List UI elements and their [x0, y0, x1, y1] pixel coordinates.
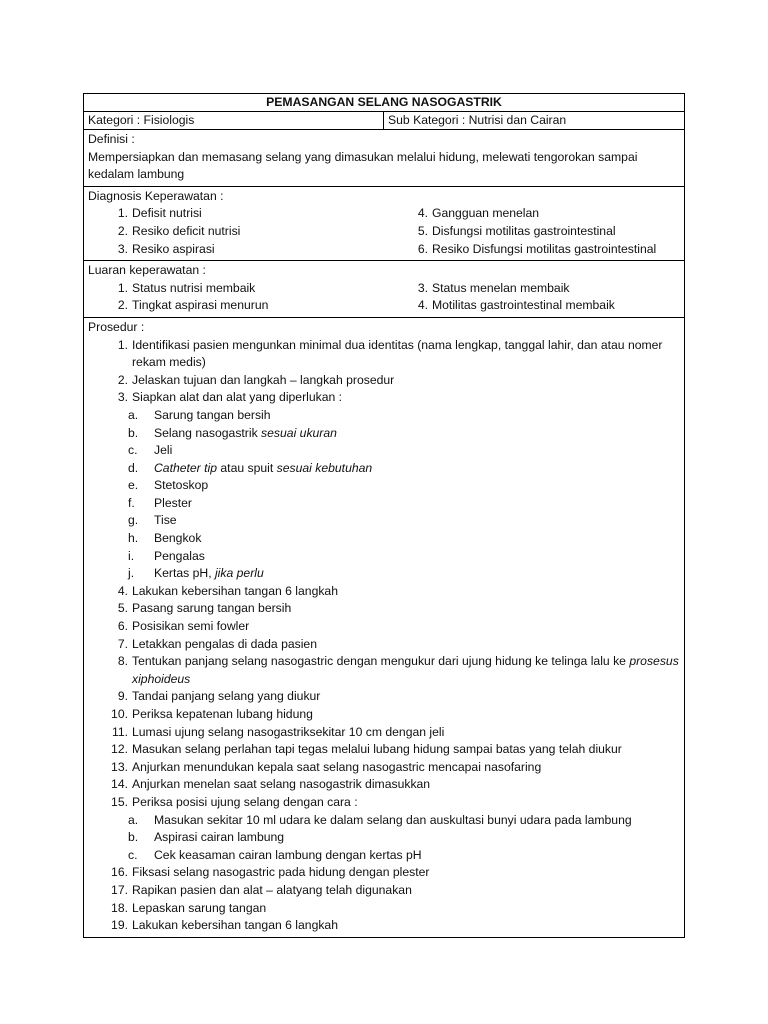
procedure-step: [84, 882, 680, 900]
kategori-cell: Kategori : Fisiologis: [84, 112, 384, 129]
step-text: Lepaskan sarung tangan: [132, 900, 267, 915]
equipment-item: [84, 495, 680, 513]
document-title: PEMASANGAN SELANG NASOGASTRIK: [84, 94, 684, 112]
definisi-text: Mempersiapkan dan memasang selang yang dimasukan melalui hidung, melewati tengorokan sampai kedalam lambung: [88, 149, 638, 182]
check-method-item: [84, 812, 680, 830]
item-text: Motilitas gastrointestinal membaik: [432, 298, 615, 313]
step-text-plain: Tentukan panjang selang nasogastric dengan mengukur dari ujung hidung ke telinga lalu ke: [132, 654, 630, 669]
sub-text: Masukan sekitar 10 ml udara ke dalam selang dan auskultasi bunyi udara pada lambung: [154, 812, 632, 827]
step-text: Lakukan kebersihan tangan 6 langkah: [132, 583, 338, 598]
procedure-step: [84, 653, 680, 688]
sub-text-italic: sesuai ukuran: [261, 425, 337, 440]
equipment-item: [84, 565, 680, 583]
procedure-step: [84, 759, 680, 777]
diagnosis-section: [84, 187, 684, 261]
step-number: 11.: [111, 724, 128, 739]
procedure-document: [83, 93, 685, 938]
step-number: 5.: [117, 601, 128, 616]
sub-text: Jeli: [154, 443, 173, 458]
item-number: 4.: [417, 298, 428, 313]
step-number: 9.: [117, 689, 128, 704]
luaran-item: [84, 297, 384, 315]
item-text: Resiko aspirasi: [132, 241, 215, 256]
item-text: Status menelan membaik: [432, 280, 570, 295]
item-number: 3.: [417, 280, 428, 295]
procedure-step: [84, 688, 680, 706]
luaran-left-column: [84, 280, 384, 315]
item-number: 5.: [417, 223, 428, 238]
procedure-step: [84, 741, 680, 759]
step-text: Letakkan pengalas di dada pasien: [132, 636, 317, 651]
sub-text-plain: Kertas pH,: [154, 566, 215, 581]
diagnosis-item: [84, 205, 384, 223]
step-text: Anjurkan menundukan kepala saat selang nasogastric mencapai nasofaring: [132, 759, 542, 774]
equipment-item: [84, 460, 680, 478]
step-text: Lakukan kebersihan tangan 6 langkah: [132, 918, 338, 933]
procedure-step: [84, 864, 680, 882]
sub-letter: a.: [128, 812, 139, 827]
item-number: 4.: [417, 206, 428, 221]
sub-text-italic: Catheter tip: [154, 460, 218, 475]
diagnosis-left-column: [84, 205, 384, 258]
prosedur-label: Prosedur :: [88, 319, 145, 334]
item-text: Disfungsi motilitas gastrointestinal: [432, 223, 616, 238]
equipment-item: [84, 548, 680, 566]
sub-letter: j.: [128, 566, 135, 581]
step-number: 12.: [111, 742, 128, 757]
step-text: Posisikan semi fowler: [132, 619, 250, 634]
step-text: [132, 653, 680, 688]
procedure-step: [84, 706, 680, 724]
step-number: 15.: [111, 794, 128, 809]
item-number: 3.: [117, 241, 128, 256]
step-number: 7.: [117, 636, 128, 651]
check-method-item: [84, 847, 680, 865]
procedure-step: [84, 600, 680, 618]
sub-text-plain: Selang nasogastrik: [154, 425, 262, 440]
equipment-item: [84, 530, 680, 548]
sub-text: Plester: [154, 495, 192, 510]
procedure-step: [84, 636, 680, 654]
step-number: 3.: [117, 390, 128, 405]
step-number: 13.: [111, 759, 128, 774]
sub-letter: f.: [128, 495, 135, 510]
diagnosis-item: [84, 223, 384, 241]
sub-letter: c.: [128, 443, 138, 458]
check-method-item: [84, 829, 680, 847]
equipment-item: [84, 442, 680, 460]
step-number: 16.: [111, 865, 128, 880]
sub-text: Pengalas: [154, 548, 205, 563]
item-number: 2.: [117, 298, 128, 313]
step-text: Periksa kepatenan lubang hidung: [132, 707, 313, 721]
luaran-item: [84, 280, 384, 298]
step-text: Siapkan alat dan alat yang diperlukan :: [132, 390, 343, 405]
definisi-section: [84, 130, 684, 187]
item-text: Resiko Disfungsi motilitas gastrointestinal: [432, 241, 657, 256]
definisi-label: Definisi :: [88, 132, 135, 146]
step-number: 4.: [117, 583, 128, 598]
sub-text: Stetoskop: [154, 478, 209, 493]
item-text: Status nutrisi membaik: [132, 280, 256, 295]
item-text: Defisit nutrisi: [132, 206, 202, 221]
sub-letter: b.: [128, 425, 139, 440]
sub-letter: d.: [128, 460, 139, 475]
step-number: 19.: [111, 918, 128, 933]
item-text: Gangguan menelan: [432, 206, 540, 221]
procedure-step: [84, 372, 680, 390]
item-text: Resiko deficit nutrisi: [132, 223, 241, 238]
procedure-step: [84, 337, 680, 372]
luaran-label: Luaran keperawatan :: [88, 263, 206, 278]
diagnosis-item: [84, 241, 384, 259]
step-text: Tandai panjang selang yang diukur: [132, 689, 321, 704]
step-text: Periksa posisi ujung selang dengan cara :: [132, 794, 358, 809]
procedure-step: [84, 389, 680, 407]
category-row: [84, 112, 684, 130]
step-text: Rapikan pasien dan alat – alatyang telah digunakan: [132, 882, 412, 897]
sub-letter: c.: [128, 847, 138, 862]
item-text: Tingkat aspirasi menurun: [132, 298, 269, 313]
procedure-step: [84, 900, 680, 918]
luaran-section: [84, 261, 684, 318]
sub-text: [154, 425, 680, 443]
equipment-item: [84, 425, 680, 443]
sub-text: Sarung tangan bersih: [154, 407, 271, 422]
diagnosis-label: Diagnosis Keperawatan :: [88, 188, 224, 203]
diagnosis-right-column: [384, 205, 684, 258]
step-text: Masukan selang perlahan tapi tegas melalui lubang hidung sampai batas yang telah diukur: [132, 742, 622, 757]
sub-text-italic: jika perlu: [214, 566, 264, 581]
equipment-item: [84, 407, 680, 425]
procedure-step: [84, 618, 680, 636]
sub-text-plain: atau spuit: [217, 460, 277, 475]
item-number: 6.: [417, 241, 428, 256]
equipment-item: [84, 512, 680, 530]
sub-text-italic: sesuai kebutuhan: [276, 460, 373, 475]
sub-text: Tise: [154, 513, 177, 528]
step-number: 17.: [111, 882, 128, 897]
sub-kategori-cell: Sub Kategori : Nutrisi dan Cairan: [388, 113, 567, 127]
diagnosis-list: [84, 205, 684, 258]
step-number: 1.: [117, 337, 128, 352]
luaran-right-column: [384, 280, 684, 315]
step-number: 10.: [111, 707, 128, 721]
luaran-item: [384, 280, 684, 298]
step-number: 8.: [117, 654, 128, 669]
sub-text: Bengkok: [154, 531, 202, 546]
step-text: Fiksasi selang nasogastric pada hidung dengan plester: [132, 865, 430, 880]
step-number: 14.: [111, 777, 128, 792]
item-number: 2.: [117, 223, 128, 238]
diagnosis-item: [384, 223, 684, 241]
sub-text: [154, 460, 680, 478]
step-text: Lumasi ujung selang nasogastriksekitar 10 cm dengan jeli: [132, 724, 445, 739]
step-number: 6.: [117, 619, 128, 634]
procedure-step: [84, 794, 680, 812]
step-text: Anjurkan menelan saat selang nasogastrik dimasukkan: [132, 777, 431, 792]
procedure-step: [84, 724, 680, 742]
step-text: Jelaskan tujuan dan langkah – langkah prosedur: [132, 372, 395, 387]
item-number: 1.: [117, 206, 128, 221]
step-number: 18.: [111, 900, 128, 915]
sub-text: Aspirasi cairan lambung: [154, 830, 285, 845]
sub-letter: b.: [128, 830, 139, 845]
sub-letter: i.: [128, 548, 135, 563]
step-text-italic: prosesus xiphoideus: [132, 654, 679, 686]
procedure-table: [83, 93, 685, 938]
sub-letter: h.: [128, 531, 139, 546]
equipment-item: [84, 477, 680, 495]
sub-letter: e.: [128, 478, 139, 493]
luaran-list: [84, 280, 684, 315]
procedure-step: [84, 583, 680, 601]
step-number: 2.: [117, 372, 128, 387]
diagnosis-item: [384, 205, 684, 223]
sub-letter: g.: [128, 513, 139, 528]
luaran-item: [384, 297, 684, 315]
sub-text: [154, 565, 680, 583]
step-text: Identifikasi pasien mengunkan minimal dua identitas (nama lengkap, tanggal lahir, dan atau nomer rekam medis): [132, 337, 663, 370]
item-number: 1.: [117, 280, 128, 295]
diagnosis-item: [384, 241, 684, 259]
procedure-step: [84, 917, 680, 935]
procedure-step: [84, 776, 680, 794]
step-text: Pasang sarung tangan bersih: [132, 601, 292, 616]
sub-letter: a.: [128, 407, 139, 422]
prosedur-section: [84, 318, 684, 937]
sub-text: Cek keasaman cairan lambung dengan kertas pH: [154, 847, 422, 862]
